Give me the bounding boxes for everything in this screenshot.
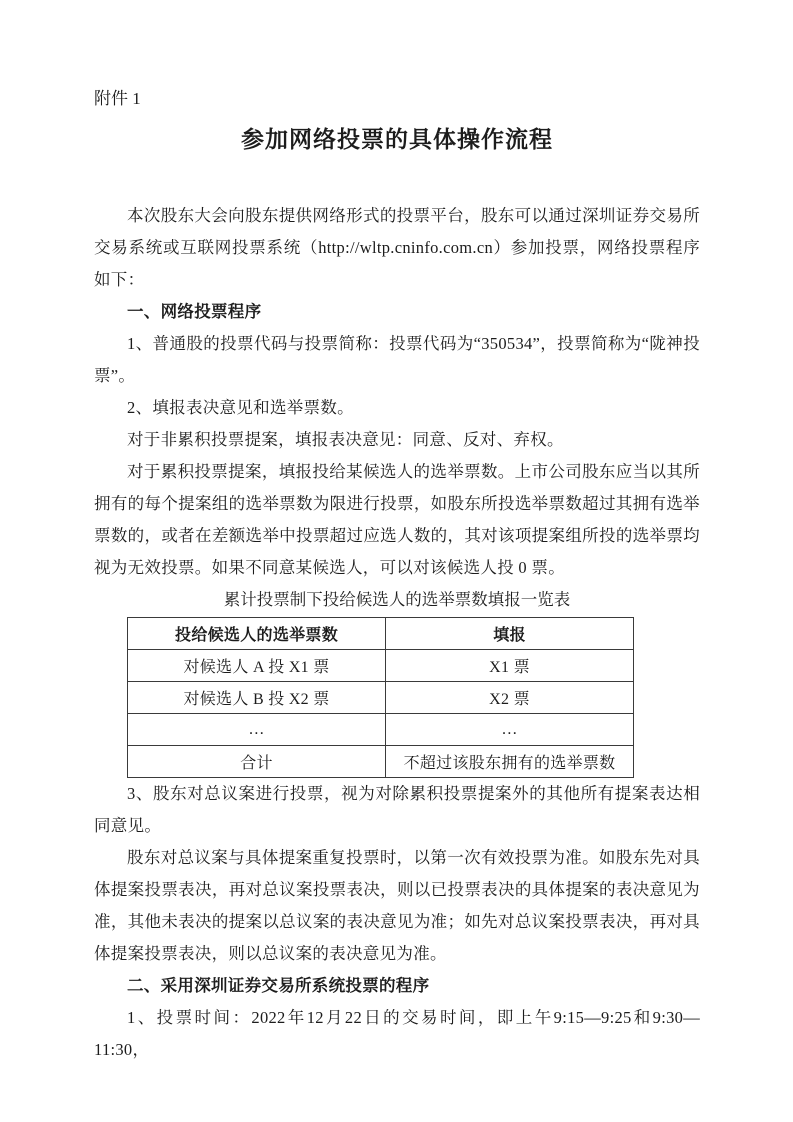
para-voting-time: 1、投票时间：2022年12月22日的交易时间，即上午9:15—9:25和9:30—11:30， xyxy=(94,1008,700,1059)
para-repeat-voting: 股东对总议案与具体提案重复投票时，以第一次有效投票为准。如股东先对具体提案投票表决，再对总议案投票表决，则以已投票表决的具体提案的表决意见为准，其他未表决的提案以总议案的表决意见为准；如先对总议案投票表决，再对具体提案投票表决，则以总议案的表决意见为准。 xyxy=(94,848,700,963)
vote-fill-table xyxy=(127,617,634,778)
table-row xyxy=(128,682,634,714)
table-caption: 累计投票制下投给候选人的选举票数填报一览表 xyxy=(223,590,571,609)
table-row xyxy=(128,650,634,682)
table-header-cell: 填报 xyxy=(386,618,634,650)
table-header-row xyxy=(128,618,634,650)
intro-paragraph: 本次股东大会向股东提供网络形式的投票平台，股东可以通过深圳证券交易所交易系统或互联网投票系统（http://wltp.cninfo.com.cn）参加投票，网络投票程序如下： xyxy=(94,206,700,289)
table-cell: … xyxy=(386,714,634,746)
table-cell: 对候选人 A 投 X1 票 xyxy=(128,650,386,682)
table-cell: 合计 xyxy=(128,746,386,778)
para-non-cumulative: 对于非累积投票提案，填报表决意见：同意、反对、弃权。 xyxy=(127,430,564,449)
para-general-motion: 3、股东对总议案进行投票，视为对除累积投票提案外的其他所有提案表达相同意见。 xyxy=(94,784,700,835)
section1-heading: 一、网络投票程序 xyxy=(127,302,262,321)
para-fill-opinion: 2、填报表决意见和选举票数。 xyxy=(127,398,354,417)
para-cumulative: 对于累积投票提案，填报投给某候选人的选举票数。上市公司股东应当以其所拥有的每个提案组的选举票数为限进行投票，如股东所投选举票数超过其拥有选举票数的，或者在差额选举中投票超过应选人数的，其对该项提案组所投的选举票均视为无效投票。如果不同意某候选人，可以对该候选人投 0 票。 xyxy=(94,462,700,577)
table-cell: X2 票 xyxy=(386,682,634,714)
table-header-cell: 投给候选人的选举票数 xyxy=(128,618,386,650)
para-voting-code: 1、普通股的投票代码与投票简称：投票代码为“350534”，投票简称为“陇神投票”。 xyxy=(94,334,700,385)
table-cell: 对候选人 B 投 X2 票 xyxy=(128,682,386,714)
section2-heading: 二、采用深圳证券交易所系统投票的程序 xyxy=(127,976,430,995)
table-cell: … xyxy=(128,714,386,746)
page-title: 参加网络投票的具体操作流程 xyxy=(241,127,553,152)
attachment-label: 附件 1 xyxy=(94,89,141,108)
table-row xyxy=(128,714,634,746)
table-row xyxy=(128,746,634,778)
document-body xyxy=(94,200,700,1066)
table-cell: 不超过该股东拥有的选举票数 xyxy=(386,746,634,778)
table-cell: X1 票 xyxy=(386,650,634,682)
